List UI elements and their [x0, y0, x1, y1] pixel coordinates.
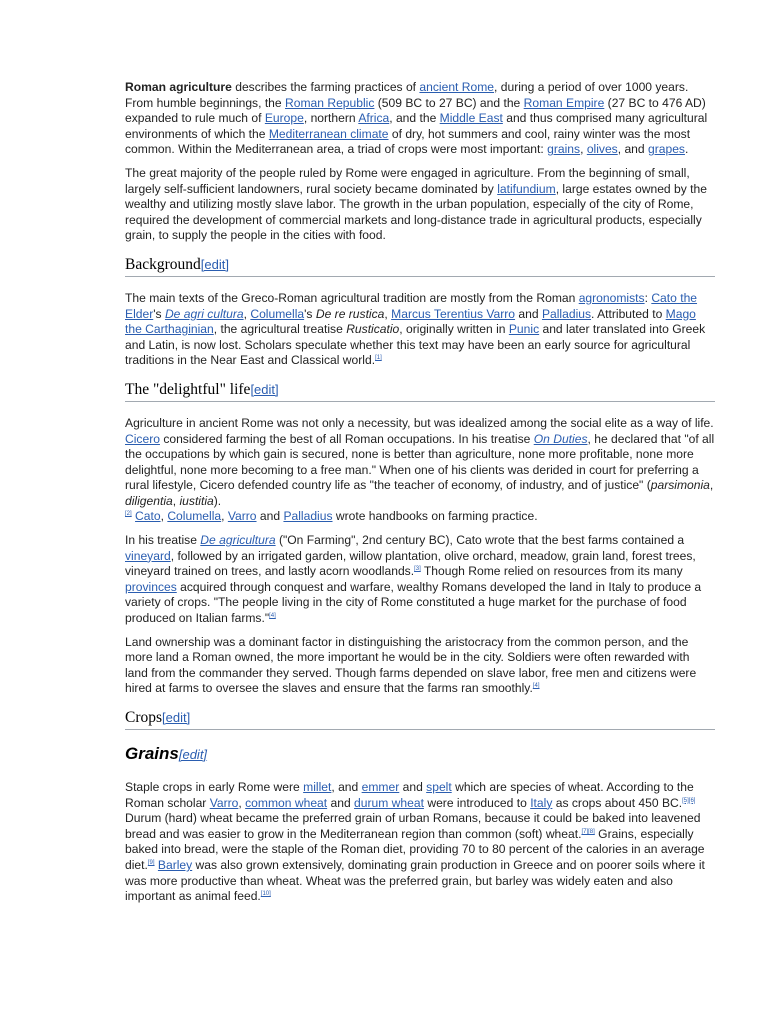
delightful-paragraph-1: Agriculture in ancient Rome was not only a necessity, but was idealized among the social elite as a way of life. Cicero considered farming the best of all Roman occupations. In his treatise On Duties, he declared that "of all the occupations by which gain is secured, none is better than agriculture, none more profitable, none more delightful, none more becoming to a free man." When one of his clients was derided in court for preferring a rural lifestyle, Cicero defended country life as "the teacher of economy, of industry, and of justice" (parsimonia, diligentia, iustitia). [2] Cato, Columella, Varro and Palladius wrote handbooks on farming practice.	[125, 415, 715, 524]
link-cicero[interactable]: Cicero	[125, 431, 160, 446]
link-mediterranean-climate[interactable]: Mediterranean climate	[268, 126, 389, 141]
heading-background: Background[edit]	[125, 256, 715, 277]
link-columella[interactable]: Columella	[167, 509, 222, 524]
link-varro[interactable]: Varro	[209, 795, 239, 810]
link-italy[interactable]: Italy	[530, 795, 553, 810]
reference-link[interactable]: [9]	[147, 859, 155, 866]
reference-link[interactable]: [4]	[269, 613, 276, 619]
intro-paragraph-1: Roman agriculture describes the farming practices of ancient Rome, during a period of over 1000 years. From humble beginnings, the Roman Republic (509 BC to 27 BC) and the Roman Empire (27 BC to 476 AD) expanded to rule much of Europe, northern Africa, and the Middle East and thus comprised many agricultural environments of which the Mediterranean climate of dry, hot summers and cool, rainy winter was the most common. Within the Mediterranean area, a triad of crops were most important: grains, olives, and grapes.	[125, 80, 708, 157]
article-subject: Roman agriculture	[125, 80, 232, 94]
heading-grains: Grains[edit]	[125, 744, 208, 763]
link-columella[interactable]: Columella	[250, 306, 305, 321]
edit-link-background[interactable]: [edit]	[200, 256, 229, 272]
article-content	[125, 80, 715, 913]
reference-link[interactable]: [1]	[375, 355, 382, 362]
link-ancient-rome[interactable]: ancient Rome	[419, 80, 495, 94]
link-roman-republic[interactable]: Roman Republic	[285, 95, 375, 110]
link-emmer[interactable]: emmer	[361, 780, 400, 794]
delightful-paragraph-2: In his treatise De agricultura ("On Farming", 2nd century BC), Cato wrote that the best farms contained a vineyard, followed by an irrigated garden, willow plantation, olive orchard, meadow, grain land, forest trees, vineyard trained on trees, and lastly acorn woodlands.[3] Though Rome relied on resources from its many provinces acquired through conquest and warfare, wealthy Romans developed the land in Italy to produce a variety of crops. "The people living in the city of Rome constituted a huge market for the purchase of food produced on Italian farms."[4]	[125, 533, 702, 626]
link-de-agri-cultura[interactable]: De agri cultura	[164, 306, 244, 321]
link-punic[interactable]: Punic	[508, 322, 540, 337]
link-palladius[interactable]: Palladius	[541, 306, 592, 321]
edit-link-delightful-life[interactable]: [edit]	[250, 381, 279, 397]
link-europe[interactable]: Europe	[264, 111, 304, 126]
link-spelt[interactable]: spelt	[426, 780, 452, 794]
background-paragraph: The main texts of the Greco-Roman agricultural tradition are mostly from the Roman agronomists: Cato the Elder's De agri cultura, Columella's De re rustica, Marcus Terentius Varro and Palladius. Attributed to Mago the Carthaginian, the agricultural treatise Rusticatio, originally written in Punic and later translated into Greek and Latin, is now lost. Scholars speculate whether this text may have been an early source for agricultural traditions in the Near East and Classical world.[1]	[125, 290, 706, 368]
link-barley[interactable]: Barley	[157, 857, 193, 872]
link-on-duties[interactable]: On Duties	[533, 431, 588, 446]
link-olives[interactable]: olives	[586, 142, 618, 157]
reference-link[interactable]: [3]	[414, 566, 421, 573]
link-cato-the-elder[interactable]: Cato the Elder	[125, 290, 698, 321]
link-varro[interactable]: Varro	[227, 509, 257, 524]
edit-link-grains[interactable]: [edit]	[178, 747, 208, 762]
link-millet[interactable]: millet	[303, 780, 332, 794]
link-roman-empire[interactable]: Roman Empire	[523, 95, 605, 110]
grains-paragraph: Staple crops in early Rome were millet, and emmer and spelt which are species of wheat. According to the Roman scholar Varro, common wheat and durum wheat were introduced to Italy as crops about 450 BC.[5][6] Durum (hard) wheat became the preferred grain of urban Romans, because it could be baked into leavened bread and was easier to grow in the Mediterranean region than common (soft) wheat.[7][8] Grains, especially baked into bread, were the staple of the Roman diet, providing 70 to 80 percent of the calories in an average diet.[9] Barley was also grown extensively, dominating grain production in Greece and on poorer soils where it was more productive than wheat. Wheat was the preferred grain, but barley was widely eaten and also important as animal feed.[10]	[125, 780, 705, 904]
heading-crops: Crops[edit]	[125, 709, 715, 730]
link-durum-wheat[interactable]: durum wheat	[354, 795, 424, 810]
link-grains[interactable]: grains	[547, 142, 581, 157]
link-africa[interactable]: Africa	[358, 111, 390, 126]
link-middle-east[interactable]: Middle East	[439, 111, 503, 126]
link-latifundium[interactable]: latifundium	[497, 181, 556, 196]
reference-link[interactable]: [5][6]	[682, 797, 696, 804]
reference-link[interactable]: [2]	[125, 511, 132, 518]
link-de-agricultura[interactable]: De agricultura	[200, 533, 276, 548]
reference-link[interactable]: [10]	[260, 891, 271, 898]
link-palladius[interactable]: Palladius	[283, 509, 333, 524]
delightful-paragraph-3: Land ownership was a dominant factor in distinguishing the aristocracy from the common person, and the more land a Roman owned, the more important he would be in the city. Soldiers were often rewarded with land from the commander they served. Though farms depended on slave labor, free men and citizens were hired at farms to oversee the slaves and ensure that the farms ran smoothly.[4]	[125, 634, 697, 696]
link-cato[interactable]: Cato	[135, 509, 161, 524]
intro-paragraph-2: The great majority of the people ruled by Rome were engaged in agriculture. From the beginning of small, largely self-sufficient landowners, rural society became dominated by latifundium, large estates owned by the wealthy and utilizing mostly slave labor. The growth in the urban population, especially of the city of Rome, required the development of commercial markets and long-distance trade in agricultural products, especially grain, to supply the people in the cities with food.	[125, 165, 707, 243]
link-provinces[interactable]: provinces	[125, 579, 177, 594]
link-marcus-terentius-varro[interactable]: Marcus Terentius Varro	[391, 306, 516, 321]
link-mago-the-carthaginian[interactable]: Mago the Carthaginian	[125, 306, 696, 337]
heading-delightful-life: The "delightful" life[edit]	[125, 381, 715, 402]
link-common-wheat[interactable]: common wheat	[245, 795, 328, 810]
link-agronomists[interactable]: agronomists	[578, 290, 645, 305]
reference-link[interactable]: [7][8]	[581, 828, 595, 835]
link-grapes[interactable]: grapes	[648, 142, 685, 157]
reference-link[interactable]: [4]	[532, 683, 540, 690]
edit-link-crops[interactable]: [edit]	[162, 710, 191, 725]
link-vineyard[interactable]: vineyard	[125, 548, 171, 563]
